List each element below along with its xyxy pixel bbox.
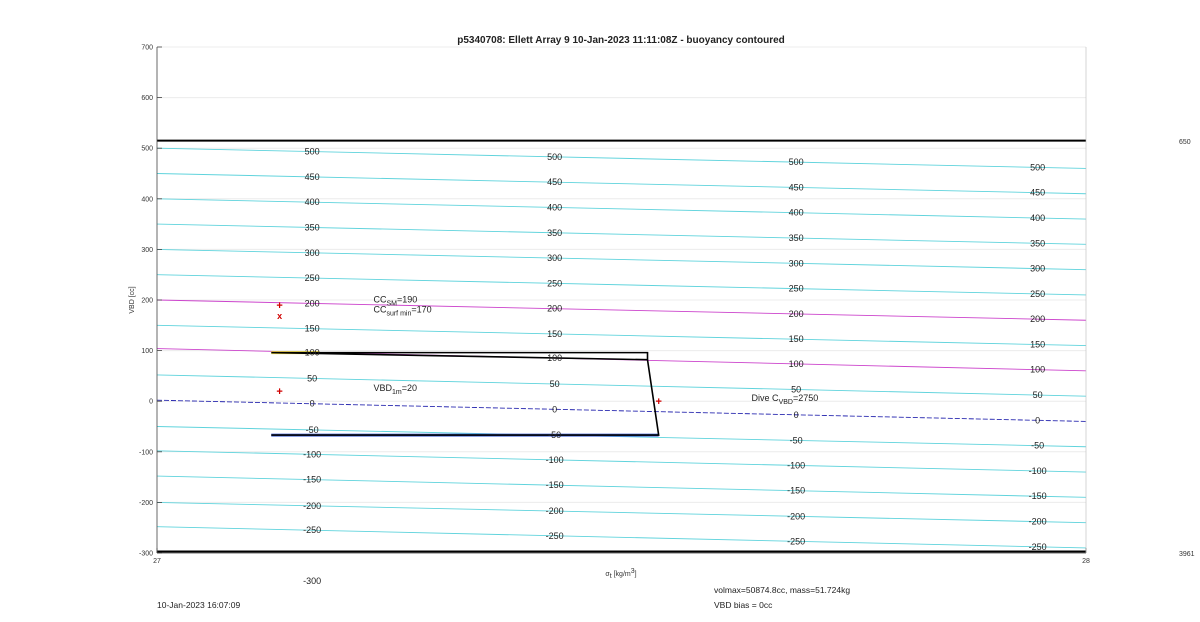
contour-label: 250 <box>788 283 804 294</box>
contour-line <box>157 424 1086 447</box>
contour-label: 400 <box>1030 212 1046 223</box>
x-tick-label: 27 <box>153 558 161 565</box>
contour-label: -250 <box>303 525 322 536</box>
contour-line <box>157 275 1086 295</box>
y-tick-label: 300 <box>141 246 153 254</box>
contour-label: 500 <box>1030 162 1046 173</box>
contour-label: 500 <box>304 146 320 157</box>
contour-label: -100 <box>1028 465 1047 476</box>
contour-label: 400 <box>788 207 804 218</box>
contour-label: 200 <box>304 298 320 309</box>
contour-line <box>157 476 1086 497</box>
contour-label: 350 <box>547 227 563 238</box>
contour-label: -150 <box>787 485 806 496</box>
data-series <box>271 353 658 435</box>
contour-label: 150 <box>788 334 804 345</box>
contour-label: 450 <box>1030 187 1046 198</box>
contour-line <box>157 224 1086 244</box>
right-label-bottom: 3961 <box>1179 551 1195 558</box>
contour-label: -200 <box>303 500 322 511</box>
contour-label: 300 <box>788 258 804 269</box>
x-tick-label: 28 <box>1082 558 1090 565</box>
y-axis-label: VBD [cc] <box>129 286 136 314</box>
y-tick-label: 700 <box>141 44 153 52</box>
contour-label: -200 <box>545 506 564 517</box>
y-tick-label: -200 <box>138 499 153 507</box>
contour-label: 450 <box>304 171 320 182</box>
contour-line <box>157 199 1086 219</box>
contour-label: 250 <box>547 278 563 289</box>
contour-line <box>157 451 1086 472</box>
contour-label: -250 <box>787 536 806 547</box>
series-line <box>271 360 658 435</box>
contour-line <box>157 375 1086 399</box>
contour-label: 350 <box>304 222 320 233</box>
contour-label: 250 <box>304 273 320 284</box>
right-label-top: 650 <box>1179 139 1191 146</box>
contour-line <box>157 148 1086 168</box>
y-tick-label: -300 <box>138 550 153 558</box>
contour-label: 100 <box>1030 364 1046 375</box>
marker: x <box>277 311 283 322</box>
contour-label: 0 <box>793 409 799 420</box>
contour-line <box>157 527 1086 548</box>
contour-label: 500 <box>547 151 563 162</box>
annotation: $CC_{surf min}=170$ <box>373 304 432 318</box>
contour-label: 300 <box>547 253 563 264</box>
contour-label: -200 <box>787 511 806 522</box>
contour-label: 50 <box>549 378 560 389</box>
contour-line <box>157 249 1086 269</box>
contour-label: 350 <box>1030 238 1046 249</box>
contour-label: -250 <box>1028 541 1047 552</box>
y-tick-label: 100 <box>141 348 153 356</box>
contour-label: 0 <box>309 398 315 409</box>
contour-label: -100 <box>787 460 806 471</box>
annotation: Dive $C_{VBD}=2750$ <box>751 393 819 407</box>
contour-label: -300 <box>303 575 322 586</box>
y-tick-label: 200 <box>141 297 153 305</box>
marker: + <box>655 396 662 409</box>
contour-line <box>157 400 1086 421</box>
contour-label: 100 <box>547 353 563 364</box>
contour-label: -50 <box>789 435 803 446</box>
contour-label: 100 <box>304 347 320 358</box>
contour-label: -150 <box>1028 491 1047 502</box>
y-tick-label: 400 <box>141 196 153 204</box>
chart-title: p5340708: Ellett Array 9 10-Jan-2023 11:11:08Z - buoyancy contoured <box>457 35 785 46</box>
contour-label: 100 <box>788 358 804 369</box>
contour-label: 150 <box>1030 339 1046 350</box>
contour-label: 400 <box>547 202 563 213</box>
series-line <box>271 353 647 360</box>
contour-label: 200 <box>788 308 804 319</box>
marker: + <box>276 300 283 313</box>
contour-label: 500 <box>788 157 804 168</box>
y-tick-label: 600 <box>141 95 153 103</box>
contour-label: -150 <box>303 474 322 485</box>
contour-label: -150 <box>545 480 564 491</box>
contour-label: 450 <box>788 182 804 193</box>
y-tick-label: -100 <box>138 449 153 457</box>
x-axis-label: σt [kg/m3] <box>605 568 637 580</box>
contour-label: 450 <box>547 177 563 188</box>
contour-line <box>157 171 1086 194</box>
y-tick-label: 500 <box>141 145 153 153</box>
contour-label: -100 <box>545 454 564 465</box>
contour-label: 50 <box>307 373 318 384</box>
contour-label: -200 <box>1028 516 1047 527</box>
contour-label: 150 <box>547 328 563 339</box>
marker: + <box>276 386 283 399</box>
y-tick-label: 0 <box>149 398 153 406</box>
contour-label: 50 <box>791 384 802 395</box>
contour-label: 0 <box>552 404 558 415</box>
contour-labels <box>303 147 1047 586</box>
contour-label: 150 <box>304 323 320 334</box>
vbd-bias-label: VBD bias = 0cc <box>714 600 773 610</box>
contour-label: 300 <box>1030 263 1046 274</box>
contour-label: -50 <box>305 424 319 435</box>
annotation: $VBD_{1m}=20$ <box>373 383 417 397</box>
contour-line <box>157 300 1086 320</box>
contour-label: 350 <box>788 233 804 244</box>
contour-label: 200 <box>547 303 563 314</box>
contour-label: -50 <box>548 430 562 441</box>
contour-label: -50 <box>1031 440 1045 451</box>
contour-label: 200 <box>1030 314 1046 325</box>
contour-label: 250 <box>1030 288 1046 299</box>
annotation: $CC_{SM}=190$ <box>373 294 418 308</box>
contour-label: 400 <box>304 197 320 208</box>
contour-line <box>157 502 1086 522</box>
contour-lines <box>157 148 1086 548</box>
contour-label: -100 <box>303 449 322 460</box>
volmax-label: volmax=50874.8cc, mass=51.724kg <box>714 585 851 595</box>
contour-label: -250 <box>545 530 564 541</box>
timestamp-label: 10-Jan-2023 16:07:09 <box>157 600 241 610</box>
contour-line <box>157 325 1086 345</box>
grid <box>157 47 1086 553</box>
contour-label: 300 <box>304 247 320 258</box>
contour-label: 0 <box>1035 415 1041 426</box>
contour-label: 50 <box>1032 390 1043 401</box>
